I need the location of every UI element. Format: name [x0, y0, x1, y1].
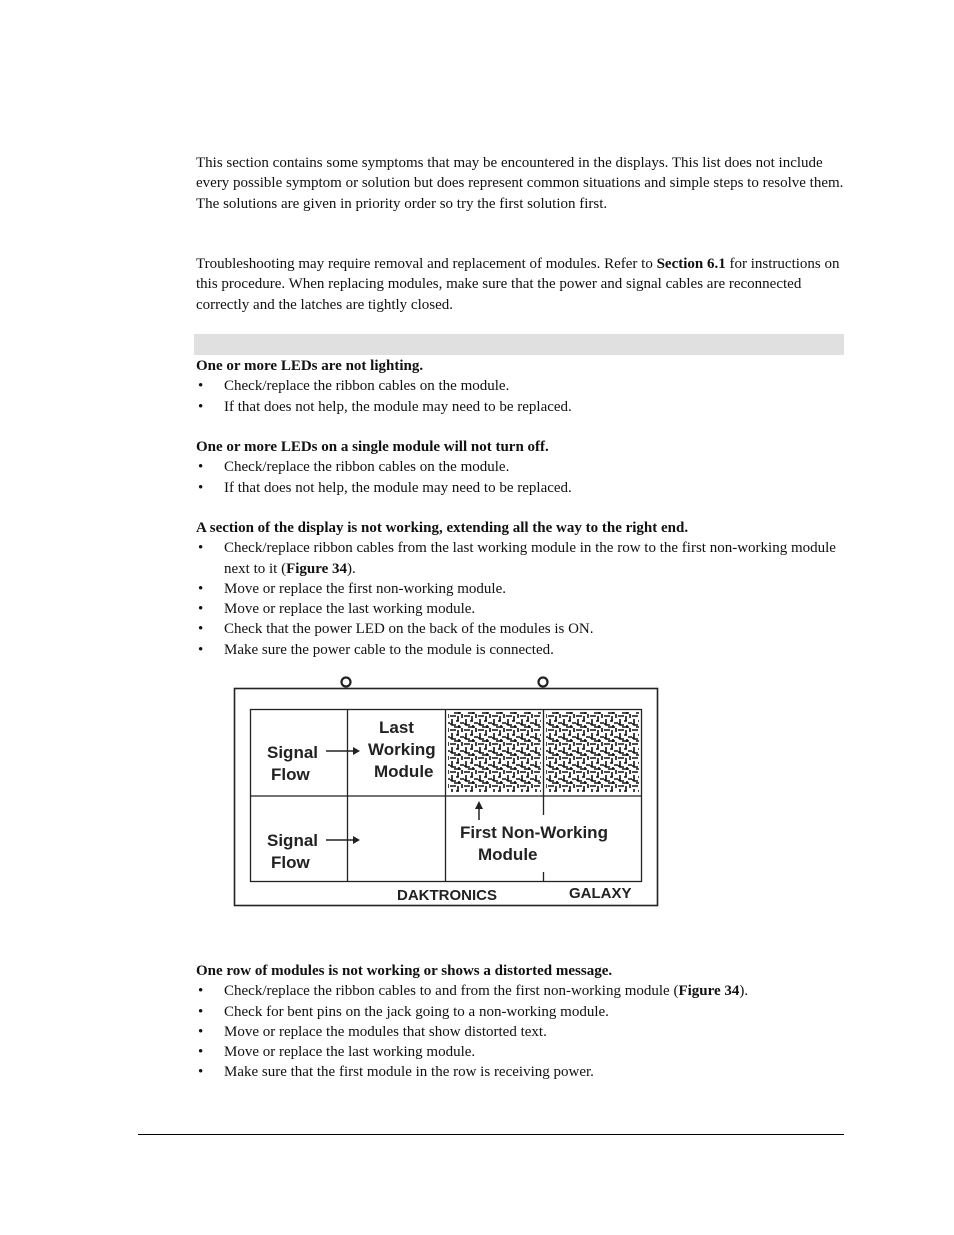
- first-non-working-label: First Non-Working: [460, 823, 608, 842]
- solution-list: [196, 457, 846, 498]
- distorted-module: [448, 712, 541, 792]
- symptom-heading: A section of the display is not working, extending all the way to the right end.: [196, 520, 689, 536]
- signal-label: Signal: [267, 743, 319, 762]
- list-item: • Check/replace the ribbon cables on the module.: [196, 376, 846, 396]
- figure-34-diagram: [226, 672, 666, 912]
- intro-text: Troubleshooting may require removal and replacement of modules. Refer to: [196, 256, 657, 272]
- solution-list: [196, 981, 846, 1082]
- mount-hole-icon: [342, 678, 351, 687]
- list-item: • Move or replace the modules that show distorted text.: [196, 1022, 846, 1042]
- list-item: • Check/replace the ribbon cables on the module.: [196, 457, 846, 477]
- flow-label: Flow: [271, 853, 310, 872]
- symptom-heading: One row of modules is not working or shows a distorted message.: [196, 963, 613, 979]
- intro-paragraph-2: [196, 254, 844, 315]
- list-item-text: ).: [739, 983, 749, 1000]
- section-reference: Section 6.1: [656, 256, 726, 272]
- arrow-right-icon: [353, 747, 360, 755]
- last-label: Last: [379, 718, 414, 737]
- flow-label: Flow: [271, 765, 310, 784]
- list-item: • Make sure the power cable to the module is connected.: [196, 640, 846, 660]
- list-item: [196, 981, 846, 1001]
- list-item: • If that does not help, the module may need to be replaced.: [196, 397, 846, 417]
- brand-galaxy: GALAXY: [569, 885, 632, 902]
- module-label: Module: [374, 762, 434, 781]
- distorted-module: [546, 712, 639, 792]
- list-item: • Move or replace the first non-working module.: [196, 579, 846, 599]
- mount-hole-icon: [539, 678, 548, 687]
- list-item: • Make sure that the first module in the row is receiving power.: [196, 1062, 846, 1082]
- working-label: Working: [368, 740, 436, 759]
- arrow-up-icon: [475, 801, 483, 809]
- module-diagram: [226, 672, 666, 912]
- symptom-block-1: [196, 356, 846, 417]
- footer-rule: [138, 1134, 844, 1135]
- symptom-heading: One or more LEDs on a single module will not turn off.: [196, 439, 549, 455]
- list-item: • If that does not help, the module may need to be replaced.: [196, 478, 846, 498]
- intro-text: for instructions on this procedure. When replacing modules, make sure that the power and signal cables are reconnected correctly and the latches are tightly closed.: [196, 256, 840, 313]
- symptom-block-2: [196, 437, 846, 498]
- list-item: [196, 538, 846, 579]
- list-item-text: Check/replace the ribbon cables to and from the first non-working module (: [224, 983, 679, 1000]
- arrow-right-icon: [353, 836, 360, 844]
- list-item: • Move or replace the last working module.: [196, 599, 846, 619]
- module-label: Module: [478, 845, 538, 864]
- symptom-block-4: [196, 961, 846, 1083]
- figure-reference: Figure 34: [286, 560, 348, 577]
- symptom-block-3: [196, 518, 846, 660]
- solution-list: [196, 538, 846, 660]
- solution-list: [196, 376, 846, 417]
- list-item: • Check that the power LED on the back of the modules is ON.: [196, 619, 846, 639]
- list-item-text: Check/replace ribbon cables from the last working module in the row to the first non-working module next to it (: [224, 540, 836, 577]
- list-item: • Check for bent pins on the jack going to a non-working module.: [196, 1002, 846, 1022]
- list-item-text: ).: [347, 560, 356, 577]
- intro-paragraph-1: This section contains some symptoms that may be encountered in the displays. This list does not include every possible symptom or solution but does represent common situations and simple steps to resolve them. The solutions are given in priority order so try the first solution first.: [196, 155, 844, 212]
- figure-reference: Figure 34: [678, 983, 740, 1000]
- section-header-bar: [194, 334, 844, 355]
- list-item: • Move or replace the last working module.: [196, 1042, 846, 1062]
- brand-daktronics: DAKTRONICS: [397, 887, 497, 904]
- signal-label: Signal: [267, 831, 319, 850]
- symptom-heading: One or more LEDs are not lighting.: [196, 358, 424, 374]
